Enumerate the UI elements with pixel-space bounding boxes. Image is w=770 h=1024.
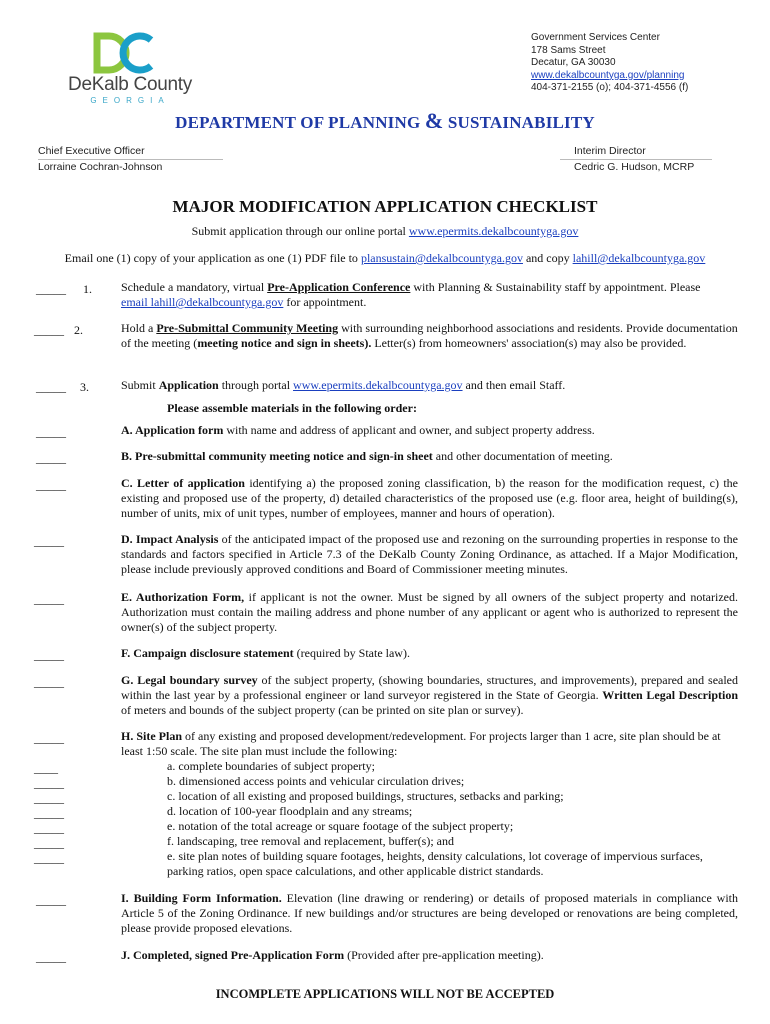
director-name: Cedric G. Hudson, MCRP <box>574 161 695 173</box>
step-number: 1. <box>83 282 92 296</box>
footer-warning: INCOMPLETE APPLICATIONS WILL NOT BE ACCEPTED <box>215 987 555 1001</box>
page-title: MAJOR MODIFICATION APPLICATION CHECKLIST <box>172 197 598 216</box>
checkbox-blank[interactable]: _____ <box>36 950 66 964</box>
checkbox-blank[interactable]: _____ <box>34 776 64 790</box>
site-plan-item: b. dimensioned access points and vehicular circulation drives; <box>167 774 465 788</box>
item-text: A. Application form with name and address of applicant and owner, and subject property address. <box>121 423 595 437</box>
contact-website-link[interactable]: www.dekalbcountyga.gov/planning <box>531 69 685 81</box>
officer-left <box>38 143 162 175</box>
checkbox-blank[interactable]: _____ <box>36 478 66 492</box>
item-text: J. Completed, signed Pre-Application Form (Provided after pre-application meeting). <box>121 948 544 962</box>
checkbox-blank[interactable]: _____ <box>34 534 64 548</box>
step-text: Submit Application through portal www.epermits.dekalbcountyga.gov and then email Staff. <box>121 378 566 392</box>
ceo-name: Lorraine Cochran-Johnson <box>38 161 163 173</box>
contact-phone: 404-371-2155 (o); 404-371-4556 (f) <box>531 82 689 94</box>
checkbox-blank[interactable]: _____ <box>34 592 64 606</box>
portal-text: Submit application through our online portal <box>191 224 409 238</box>
item-text: E. Authorization Form, if applicant is not the owner. Must be signed by all owners of the subject property and notarized. Authorization must contain the mailing address and phone number of any applicant or agent who is authorized to represent the owner(s) of the subject property. <box>121 590 738 634</box>
step-text: Hold a Pre-Submittal Community Meeting with surrounding neighborhood associations and residents. Provide documentation of the meeting (meeting notice and sign in sheets). Letter(s) from homeowners' association(s) may also be provided. <box>121 321 738 350</box>
checkbox-blank[interactable]: _____ <box>36 893 66 907</box>
checkbox-blank[interactable]: _____ <box>36 380 66 394</box>
item-text: I. Building Form Information. Elevation (line drawing or rendering) or details of proposed materials in compliance with Article 5 of the Zoning Ordinance. If new buildings and/or structures are being developed or renovations are being completed, please provide proposed elevations. <box>121 891 739 935</box>
site-plan-item: e. site plan notes of building square footages, heights, density calculations, lot coverage of impervious surfaces, parking ratios, open space calculations, and other applicable district standards. <box>167 849 703 878</box>
email-link-plansustain[interactable]: plansustain@dekalbcountyga.gov <box>360 251 523 265</box>
assemble-heading: Please assemble materials in the following order: <box>167 401 417 415</box>
dept-part1: DEPARTMENT OF PLANNING <box>175 113 425 132</box>
step3-portal-link[interactable]: www.epermits.dekalbcountyga.gov <box>293 378 463 392</box>
contact-building: Government Services Center <box>531 32 660 43</box>
item-text: F. Campaign disclosure statement (required by State law). <box>121 646 410 660</box>
item-text: G. Legal boundary survey of the subject property, (showing boundaries, structures, and improvements), prepared and sealed within the last year by a professional engineer or land surveyor registered in the State of Georgia. Written Legal Description of meters and bounds of the subject property (can be printed on site plan or survey). <box>121 673 739 717</box>
portal-instruction <box>0 224 770 239</box>
item-text: B. Pre-submittal community meeting notice and sign-in sheet and other documentation of meeting. <box>121 449 613 463</box>
step-text: Schedule a mandatory, virtual Pre-Application Conference with Planning & Sustainability staff by appointment. Please email lahill@dekalbcountyga.gov for appointment. <box>121 280 701 309</box>
checkbox-blank[interactable]: _____ <box>36 282 66 296</box>
officer-right <box>574 143 694 175</box>
item-text: H. Site Plan of any existing and proposed development/redevelopment. For projects larger than 1 acre, site plan should be at least 1:50 scale. The site plan must include the following: <box>121 729 721 758</box>
dept-ampersand: & <box>424 108 444 133</box>
contact-street: 178 Sams Street <box>531 44 606 56</box>
item-text: C. Letter of application identifying a) the proposed zoning classification, b) the reason for the modification request, c) the existing and proposed use of the property, d) detailed characteristics of the proposed use (e.g. floor area, height of building(s), number of units, mix of unit types, number of employees, manner and hours of operation). <box>121 476 739 520</box>
email-link-lahill[interactable]: lahill@dekalbcountyga.gov <box>572 251 706 265</box>
site-plan-item: a. complete boundaries of subject property; <box>167 759 375 773</box>
checkbox-blank[interactable]: _____ <box>34 836 64 850</box>
checkbox-blank[interactable]: _____ <box>36 425 66 439</box>
dept-part2: SUSTAINABILITY <box>443 113 595 132</box>
contact-city: Decatur, GA 30030 <box>531 57 616 69</box>
county-logo <box>55 32 205 104</box>
dc-monogram-icon <box>93 32 169 74</box>
logo-state-name: GEORGIA <box>90 96 170 105</box>
checkbox-blank[interactable]: _____ <box>36 451 66 465</box>
email-text2: and copy <box>522 251 573 265</box>
ceo-title: Chief Executive Officer <box>38 145 145 157</box>
email-text1: Email one (1) copy of your application as one (1) PDF file to <box>64 251 361 265</box>
checkbox-blank[interactable]: _____ <box>34 791 64 805</box>
checkbox-blank[interactable]: _____ <box>34 323 64 337</box>
portal-link[interactable]: www.epermits.dekalbcountyga.gov <box>408 224 579 238</box>
step1-email-link[interactable]: email lahill@dekalbcountyga.gov <box>121 295 284 309</box>
item-text: D. Impact Analysis of the anticipated impact of the proposed use and rezoning on the surrounding properties in response to the standards and factors specified in Article 7.3 of the DeKalb County Zoning Ordinance, as attached. If a Major Modification, please include previously approved conditions and Board of Commissioner meeting minutes. <box>121 532 739 576</box>
checkbox-blank[interactable]: _____ <box>34 851 64 865</box>
director-title: Interim Director <box>574 145 646 157</box>
contact-block <box>531 32 688 95</box>
site-plan-item: c. location of all existing and proposed buildings, structures, setbacks and parking; <box>167 789 564 803</box>
checkbox-blank[interactable]: _____ <box>34 821 64 835</box>
checkbox-blank[interactable]: _____ <box>34 806 64 820</box>
site-plan-item: e. notation of the total acreage or square footage of the subject property; <box>167 819 514 833</box>
checkbox-blank[interactable]: _____ <box>34 731 64 745</box>
site-plan-item: f. landscaping, tree removal and replacement, buffer(s); and <box>167 834 454 848</box>
logo-county-name: DeKalb County <box>68 74 192 95</box>
checkbox-blank[interactable]: _____ <box>34 675 64 689</box>
checkbox-blank[interactable]: ____ <box>34 761 58 775</box>
step-number: 3. <box>80 380 89 394</box>
department-heading <box>0 108 770 134</box>
site-plan-item: d. location of 100-year floodplain and any streams; <box>167 804 413 818</box>
email-instruction <box>0 251 770 266</box>
checkbox-blank[interactable]: _____ <box>34 648 64 662</box>
step-number: 2. <box>74 323 83 337</box>
